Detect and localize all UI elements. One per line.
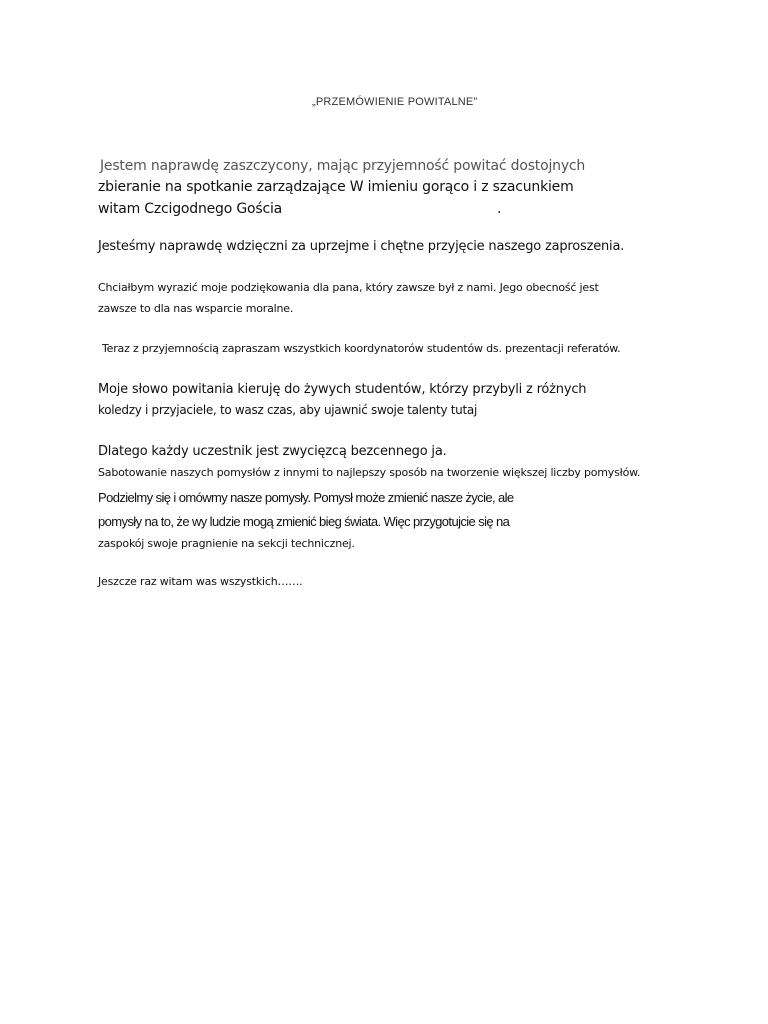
paragraph-5-line-2: koledzy i przyjaciele, to wasz czas, aby ujawnić swoje talenty tutaj xyxy=(98,403,477,417)
paragraph-2-line-1: Jesteśmy naprawdę wdzięczni za uprzejme i chętne przyjęcie naszego zaproszenia. xyxy=(98,239,625,254)
paragraph-7-line-3: zaspokój swoje pragnienie na sekcji technicznej. xyxy=(98,537,355,550)
paragraph-1-line-3: witam Czcigodnego Gościa xyxy=(98,201,283,217)
paragraph-7-line-2: pomysły na to, że wy ludzie mogą zmienić bieg świata. Więc przygotujcie się na xyxy=(98,514,510,529)
paragraph-6-line-2: Sabotowanie naszych pomysłów z innymi to najlepszy sposób na tworzenie większej liczby pomysłów. xyxy=(98,466,641,479)
closing-line: Jeszcze raz witam was wszystkich……. xyxy=(98,575,303,588)
paragraph-6-line-1: Dlatego każdy uczestnik jest zwycięzcą bezcennego ja. xyxy=(98,444,447,459)
paragraph-1-line-1: Jestem naprawdę zaszczycony, mając przyjemność powitać dostojnych xyxy=(100,158,586,174)
paragraph-3-line-1: Chciałbym wyrazić moje podziękowania dla pana, który zawsze był z nami. Jego obecność jest xyxy=(98,281,599,294)
document-title: „PRZEMÓWIENIE POWITALNE” xyxy=(312,96,478,108)
paragraph-5-line-1: Moje słowo powitania kieruję do żywych studentów, którzy przybyli z różnych xyxy=(98,382,587,397)
paragraph-3-line-2: zawsze to dla nas wsparcie moralne. xyxy=(98,302,294,315)
paragraph-7-line-1: Podzielmy się i omówmy nasze pomysły. Pomysł może zmienić nasze życie, ale xyxy=(98,490,514,505)
paragraph-1-period: . xyxy=(497,201,502,217)
paragraph-1-line-2: zbieranie na spotkanie zarządzające W imieniu gorąco i z szacunkiem xyxy=(98,179,574,195)
paragraph-4-line-1: Teraz z przyjemnością zapraszam wszystkich koordynatorów studentów ds. prezentacji referatów. xyxy=(102,342,621,355)
